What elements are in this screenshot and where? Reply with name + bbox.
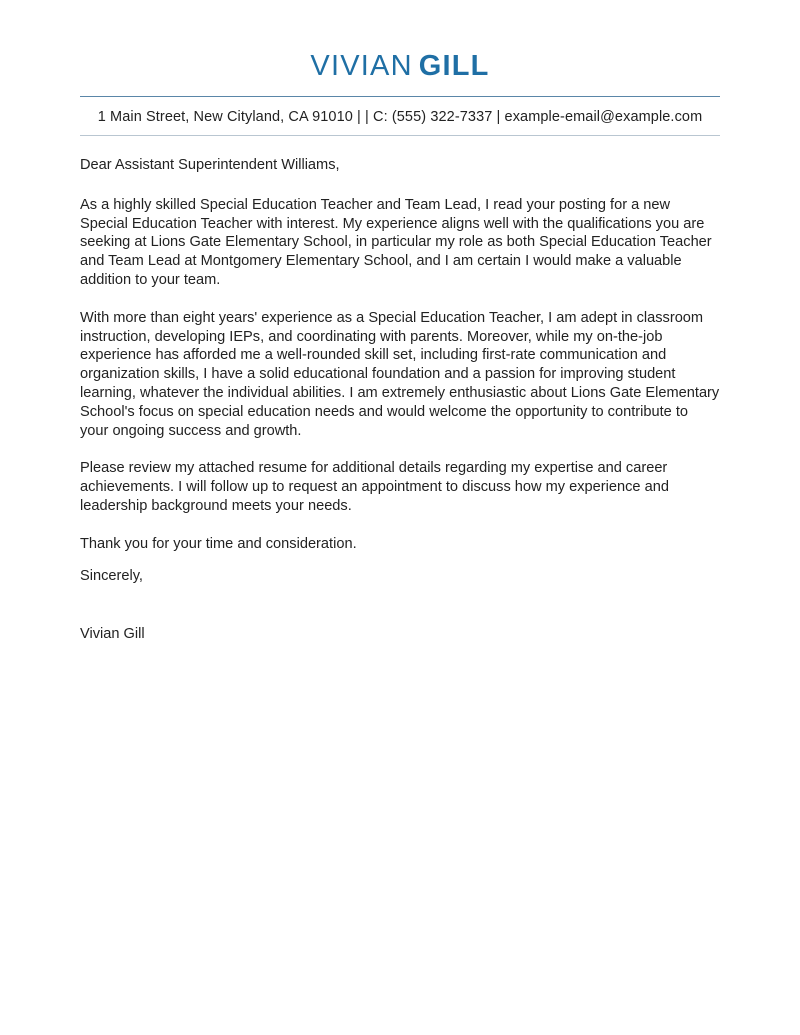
last-name: GILL <box>418 50 490 82</box>
paragraph-2: With more than eight years' experience as a Special Education Teacher, I am adept in classroom instruction, developing IEPs, and coordinating with parents. Moreover, while my on-the-job experience has afforded me a well-rounded skill set, including first-rate communication and organization skills, I have a solid educational foundation and a passion for improving student learning, whatever the individual abilities. I am extremely enthusiastic about Lions Gate Elementary School's focus on special education needs and would welcome the opportunity to contribute to your ongoing success and growth. <box>80 309 720 439</box>
header-divider-bottom <box>80 135 720 136</box>
letter-content <box>80 48 720 644</box>
letter-body <box>80 156 720 644</box>
thank-you-line: Thank you for your time and consideration. <box>80 535 357 552</box>
first-name: VIVIAN <box>310 50 413 82</box>
salutation: Dear Assistant Superintendent Williams, <box>80 157 340 173</box>
paragraph-3: Please review my attached resume for additional details regarding my expertise and career achievements. I will follow up to request an appointment to discuss how my experience and leadership background meets your needs. <box>80 460 669 514</box>
letterhead-name <box>80 48 720 96</box>
signature-name: Vivian Gill <box>80 626 145 643</box>
sincerely-line: Sincerely, <box>80 567 143 584</box>
paragraph-1: As a highly skilled Special Education Teacher and Team Lead, I read your posting for a new Special Education Teacher with interest. My experience aligns well with the qualifications you are seeking at Lions Gate Elementary School, in particular my role as both Special Education Teacher and Team Lead at Montgomery Elementary School, and I am certain I would make a valuable addition to your team. <box>80 196 712 288</box>
contact-info: 1 Main Street, New Cityland, CA 91010 | | C: (555) 322-7337 | example-email@example.com <box>97 109 703 125</box>
